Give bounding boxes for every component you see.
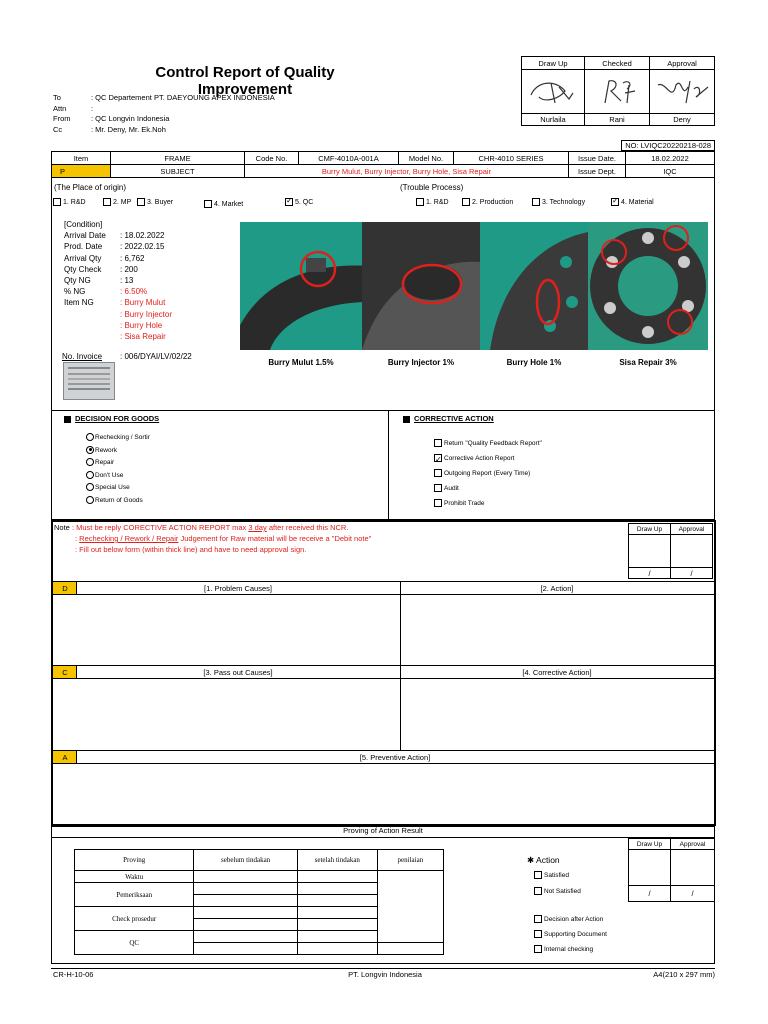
radio[interactable] <box>86 483 94 491</box>
proving-cell[interactable] <box>297 943 377 955</box>
cond-value: : 13 <box>120 276 134 286</box>
option-label: Don't Use <box>95 471 124 479</box>
proving-cell[interactable] <box>194 943 297 955</box>
checked-name: Rani <box>584 113 650 126</box>
option-label: Return of Goods <box>95 496 143 504</box>
photo-burry-mulut <box>240 222 362 350</box>
invoice-value: : 006/DYAI/LV/02/22 <box>120 352 192 361</box>
trouble-option-material[interactable] <box>611 198 654 206</box>
attn-label: Attn <box>53 103 67 113</box>
option-label: Repair <box>95 459 115 466</box>
note-label: Note <box>54 523 70 532</box>
option-internal-checking[interactable] <box>534 942 607 957</box>
report-number: NO: LVIQC20220218-028 <box>621 140 715 151</box>
action-field[interactable] <box>402 596 713 664</box>
proving-cell[interactable] <box>297 895 377 907</box>
option-label: Rework <box>95 446 118 454</box>
note-text: 3 day <box>248 523 267 532</box>
sign-drawup-date: / <box>628 567 671 579</box>
proving-cell[interactable] <box>194 931 297 943</box>
corrective-title: CORRECTIVE ACTION <box>403 414 494 423</box>
photo-caption: Burry Hole 1% <box>506 358 562 367</box>
decision-title: DECISION FOR GOODS <box>64 414 159 423</box>
cond-value: : 6,762 <box>120 253 145 263</box>
model-label: Model No. <box>398 151 454 165</box>
photo-sisa-repair <box>588 222 708 350</box>
photo-caption: Burry Injector 1% <box>387 358 455 367</box>
cond-label: Arrival Date <box>64 231 106 241</box>
proving-header: penilaian <box>377 850 443 871</box>
approval-box <box>521 56 715 126</box>
note-text: Judgement for Raw material will be receive a "Debit note" <box>178 534 372 543</box>
action-label: Action <box>536 855 560 865</box>
action-options <box>534 868 581 900</box>
option-label: Rechecking / Sortir <box>95 434 150 441</box>
cond-value: : 6.50% <box>120 287 148 297</box>
sign-drawup-area[interactable] <box>628 534 671 568</box>
cond-ng-item: : Burry Hole <box>120 320 163 330</box>
page-title: Control Report of Quality Improvement <box>155 64 335 98</box>
from-value: : QC Longvin Indonesia <box>91 114 170 123</box>
cond-ng-item: : Sisa Repair <box>120 332 166 342</box>
option-label: Return "Quality Feedback Report" <box>444 440 542 447</box>
problem-causes-field[interactable] <box>54 596 399 664</box>
asterisk-icon: ✱ <box>527 855 535 865</box>
divider <box>53 763 714 764</box>
checkbox[interactable] <box>462 198 470 206</box>
note-text: : Must be reply CORECTIVE ACTION REPORT max <box>71 523 249 532</box>
divider <box>400 582 401 665</box>
note-text: : <box>75 534 80 543</box>
proving-cell[interactable] <box>194 895 297 907</box>
checkbox[interactable] <box>53 198 61 206</box>
proving-drawup-date: / <box>628 885 671 902</box>
proving-cell[interactable] <box>377 871 443 943</box>
action-heading <box>527 855 560 866</box>
proving-drawup-area[interactable] <box>628 849 671 886</box>
proving-row-label: Check prosedur <box>75 907 194 931</box>
proving-cell[interactable] <box>194 883 297 895</box>
drawup-header: Draw Up <box>521 56 585 70</box>
a-tag: A <box>53 751 77 763</box>
checkbox[interactable] <box>534 915 542 923</box>
corrective-option-return[interactable] <box>434 436 542 451</box>
proving-cell[interactable] <box>297 907 377 919</box>
preventive-action-label: [5. Preventive Action] <box>359 753 431 762</box>
drawup-name: Nurlaila <box>521 113 585 126</box>
note-text: Rechecking / Rework / Repair <box>79 534 179 543</box>
form-code: CR-H-10-06 <box>53 970 94 979</box>
note-text: : Fill out below form (within thick line) and have to need approval sign. <box>75 545 307 554</box>
note-block <box>54 522 371 555</box>
option-not-satisfied[interactable] <box>534 884 581 900</box>
option-label: Supporting Document <box>544 931 607 938</box>
proving-row-label: QC <box>75 931 194 955</box>
cond-value: : 18.02.2022 <box>120 231 165 241</box>
checkbox[interactable] <box>137 198 145 206</box>
decision-option-dont-use[interactable] <box>86 470 150 483</box>
code-value: CMF-4010A-001A <box>298 151 399 165</box>
divider <box>53 678 714 679</box>
condition-block <box>64 219 244 342</box>
recipients <box>53 93 275 135</box>
proving-approval-area[interactable] <box>670 849 715 886</box>
checkbox[interactable] <box>416 198 424 206</box>
issue-dept-label: Issue Dept. <box>568 164 626 178</box>
option-label: 1. R&D <box>63 198 86 206</box>
p-tag: P <box>51 164 111 178</box>
subject-label: SUBJECT <box>110 164 245 178</box>
corrective-option-outgoing[interactable] <box>434 466 542 481</box>
proving-cell[interactable] <box>297 919 377 931</box>
sign-approval-date: / <box>670 567 713 579</box>
option-label: Satisfied <box>544 872 569 879</box>
proving-title: Proving of Action Result <box>51 826 715 838</box>
photo-burry-hole <box>480 222 588 350</box>
checkbox[interactable] <box>204 200 212 208</box>
decision-option-return[interactable] <box>86 495 150 508</box>
extra-options <box>534 912 607 957</box>
cond-ng-item: : Burry Injector <box>120 309 173 319</box>
corrective-options <box>434 436 542 511</box>
to-label: To <box>53 93 61 102</box>
proving-cell[interactable] <box>297 871 377 883</box>
option-label: Audit <box>444 485 459 492</box>
option-label: Prohibit Trade <box>444 500 485 507</box>
proving-drawup-header: Draw Up <box>628 838 671 850</box>
divider <box>53 594 714 595</box>
option-label: 4. Market <box>214 200 244 208</box>
option-label: Decision after Action <box>544 916 604 923</box>
c-tag: C <box>53 666 77 678</box>
model-value: CHR-4010 SERIES <box>453 151 569 165</box>
sign-drawup-header: Draw Up <box>628 523 671 535</box>
corrective-option-prohibit[interactable] <box>434 496 542 511</box>
code-label: Code No. <box>244 151 299 165</box>
option-label: Special Use <box>95 484 130 491</box>
option-label: 3. Technology <box>542 198 586 206</box>
trouble-option-production[interactable] <box>462 198 513 206</box>
corrective-action-label: [4. Corrective Action] <box>522 668 592 677</box>
checkbox[interactable] <box>534 930 542 938</box>
subject-value: Burry Mulut, Burry Injector, Burry Hole, Sisa Repair <box>244 164 569 178</box>
trouble-option-rd[interactable] <box>416 198 449 206</box>
proving-cell[interactable] <box>194 871 297 883</box>
passout-causes-label: [3. Pass out Causes] <box>203 668 273 677</box>
condition-heading: [Condition] <box>64 220 103 229</box>
footer-divider <box>51 968 715 969</box>
company-name: PT. Longvin Indonesia <box>348 970 422 979</box>
cond-label: Arrival Qty <box>64 253 102 263</box>
trouble-option-technology[interactable] <box>532 198 585 206</box>
option-label: 2. MP <box>113 198 132 206</box>
checkbox-checked[interactable] <box>434 454 442 462</box>
decision-option-repair[interactable] <box>86 457 150 470</box>
option-label: Corrective Action Report <box>444 455 515 462</box>
checkbox[interactable] <box>534 871 542 879</box>
proving-cell[interactable] <box>194 907 297 919</box>
origin-label: (The Place of origin) <box>54 183 127 192</box>
checkbox[interactable] <box>434 484 442 492</box>
option-label: 1. R&D <box>426 198 449 206</box>
option-satisfied[interactable] <box>534 868 581 884</box>
cc-label: Cc <box>53 124 63 134</box>
option-supporting-document[interactable] <box>534 927 607 942</box>
proving-cell[interactable] <box>194 919 297 931</box>
checkbox[interactable] <box>532 198 540 206</box>
cond-value: : 200 <box>120 264 138 274</box>
checkbox[interactable] <box>534 945 542 953</box>
issue-dept-value: IQC <box>625 164 715 178</box>
option-label: 2. Production <box>472 198 514 206</box>
origin-option-market[interactable] <box>204 200 243 208</box>
note-text: after received this NCR. <box>266 523 349 532</box>
preventive-action-field[interactable] <box>54 765 713 823</box>
attn-value: : <box>91 103 94 113</box>
checkbox[interactable] <box>534 887 542 895</box>
option-label: 3. Buyer <box>147 198 174 206</box>
checked-header: Checked <box>584 56 650 70</box>
invoice-row <box>62 352 192 361</box>
to-value: : QC Departement PT. DAEYOUNG APEX INDONESIA <box>91 93 275 102</box>
radio[interactable] <box>86 433 94 441</box>
checkbox[interactable] <box>434 439 442 447</box>
photo-burry-injector <box>362 222 480 350</box>
proving-row-label: Pemeriksaan <box>75 883 194 907</box>
radio[interactable] <box>86 471 94 479</box>
checkbox-checked[interactable] <box>285 198 293 206</box>
proving-row-label: Waktu <box>75 871 194 883</box>
option-decision-after-action[interactable] <box>534 912 607 927</box>
approval-name: Deny <box>649 113 715 126</box>
invoice-label: No. Invoice <box>62 352 103 361</box>
checkbox[interactable] <box>103 198 111 206</box>
option-label: 5. QC <box>295 198 314 206</box>
decision-options <box>86 432 150 507</box>
checkbox[interactable] <box>434 469 442 477</box>
sign-approval-header: Approval <box>670 523 713 535</box>
cond-value: : Burry Mulut <box>120 298 166 308</box>
problem-causes-label: [1. Problem Causes] <box>204 584 272 593</box>
proving-approval-date: / <box>670 885 715 902</box>
option-label: 4. Material <box>621 198 654 206</box>
divider <box>51 750 715 751</box>
item-value: FRAME <box>110 151 245 165</box>
from-label: From <box>53 114 71 123</box>
paper-size: A4(210 x 297 mm) <box>653 970 715 979</box>
proving-header: setelah tindakan <box>297 850 377 871</box>
proving-cell[interactable] <box>377 943 443 955</box>
photo-caption: Burry Mulut 1.5% <box>268 358 334 367</box>
cc-value: : Mr. Deny, Mr. Ek.Noh <box>91 124 166 134</box>
decision-option-rechecking[interactable] <box>86 432 150 445</box>
divider <box>400 666 401 750</box>
decision-option-special-use[interactable] <box>86 482 150 495</box>
cond-value: : 2022.02.15 <box>120 242 165 252</box>
option-label: Internal checking <box>544 946 594 953</box>
cond-label: % NG <box>64 287 86 297</box>
proving-table <box>74 849 444 955</box>
cond-label: Qty NG <box>64 276 91 286</box>
option-label: Outgoing Report (Every Time) <box>444 470 531 477</box>
passout-causes-field[interactable] <box>54 680 399 748</box>
option-label: Not Satisfied <box>544 888 581 895</box>
trouble-label: (Trouble Process) <box>400 183 464 192</box>
d-tag: D <box>53 582 77 594</box>
issue-date-label: Issue Date. <box>568 151 626 165</box>
action-label: [2. Action] <box>540 584 574 593</box>
divider <box>51 410 715 411</box>
proving-header: sebelum tindakan <box>194 850 297 871</box>
approval-header: Approval <box>649 56 715 70</box>
checkbox-checked[interactable] <box>611 198 619 206</box>
divider <box>388 410 389 520</box>
radio-selected[interactable] <box>86 446 94 454</box>
issue-date-value: 18.02.2022 <box>625 151 715 165</box>
cond-label: Qty Check <box>64 264 102 274</box>
item-label: Item <box>51 151 111 165</box>
proving-cell[interactable] <box>297 883 377 895</box>
radio[interactable] <box>86 458 94 466</box>
origin-option-mp[interactable] <box>103 198 131 206</box>
divider <box>51 581 715 582</box>
origin-option-qc[interactable] <box>285 198 313 206</box>
cond-label: Item NG <box>64 298 94 308</box>
invoice-thumbnail <box>63 362 115 400</box>
divider <box>51 665 715 666</box>
proving-header: Proving <box>75 850 194 871</box>
checked-signature <box>584 69 650 114</box>
drawup-signature <box>521 69 585 114</box>
checkbox[interactable] <box>434 499 442 507</box>
corrective-option-car[interactable] <box>434 451 542 466</box>
origin-option-rd[interactable] <box>53 198 86 206</box>
proving-cell[interactable] <box>297 931 377 943</box>
photo-caption: Sisa Repair 3% <box>619 358 677 367</box>
radio[interactable] <box>86 496 94 504</box>
approval-signature <box>649 69 715 114</box>
cond-label: Prod. Date <box>64 242 103 252</box>
corrective-action-field[interactable] <box>402 680 713 748</box>
sign-approval-area[interactable] <box>670 534 713 568</box>
decision-option-rework[interactable] <box>86 445 150 458</box>
corrective-option-audit[interactable] <box>434 481 542 496</box>
proving-approval-header: Approval <box>670 838 715 850</box>
origin-option-buyer[interactable] <box>137 198 173 206</box>
